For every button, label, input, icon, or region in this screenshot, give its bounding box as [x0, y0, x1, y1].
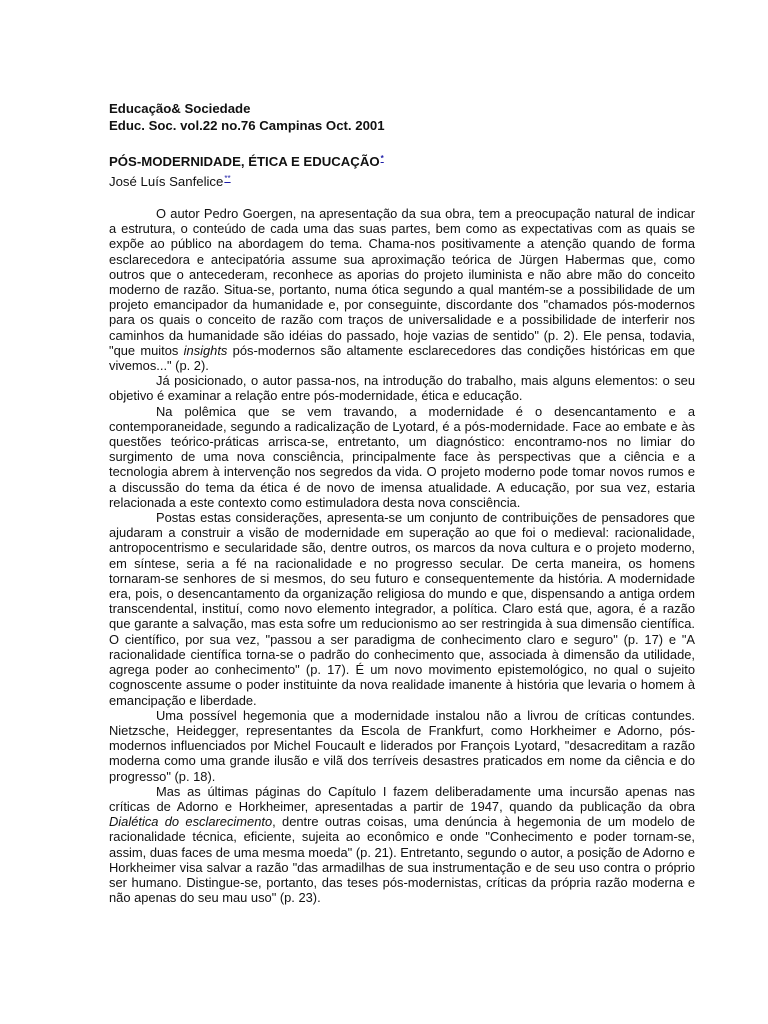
paragraph-3: Na polêmica que se vem travando, a modernidade é o desencantamento e a contemporaneidade, segundo a radicalização de Lyotard, é a pós-modernidade. Face ao embate e às questões teórico-práticas arrisca-se, entretanto, um diagnóstico: encontramo-nos no limiar do surgimento de uma nova consciência, principalmente face às perspectivas que a ciência e a tecnologia abrem à intervenção nos segredos da vida. O projeto moderno pode tomar novos rumos e a discussão do tema da ética é de novo de imensa atualidade. A educação, por sua vez, estaria relacionada a este contexto como estimuladora desta nova consciência. — [109, 403, 695, 510]
article-title-text: PÓS-MODERNIDADE, ÉTICA E EDUCAÇÃO — [109, 154, 380, 169]
paragraph-4: Postas estas considerações, apresenta-se um conjunto de contribuições de pensadores que ajudaram a construir a visão de modernidade em superação ao que foi o medieval: racionalidade, antropocentrismo e secularidade são, dentre outros, os marcos da nova cultura e o projeto moderno, em síntese, seria a fé na racionalidade e no progresso secular. De certa maneira, os homens tornaram-se senhores de si mesmos, do seu futuro e consequentemente da história. A modernidade era, pois, o desencantamento da organização religiosa do mundo e que, dispensando a antiga ordem transcendental, instituí, como novo elemento integrador, a política. Claro está que, agora, é a razão que garante a salvação, mas esta sofre um reducionismo ao ser restringida à sua dimensão científica. O científico, por sua vez, "passou a ser paradigma de conhecimento claro e seguro" (p. 17) e "A racionalidade científica torna-se o padrão do conhecimento que, associada à dimensão da utilidade, agrega poder ao conhecimento" (p. 17). É um novo movimento epistemológico, no qual o sujeito cognoscente assume o poder instituinte da nova realidade imanente à história que levaria o homem à emancipação e liberdade. — [109, 510, 695, 708]
title-footnote-link[interactable]: * — [380, 154, 384, 163]
paragraph-1-part-a: O autor Pedro Goergen, na apresentação da sua obra, tem a preocupação natural de indicar a estrutura, o conteúdo de cada uma das suas partes, bem como as expectativas com as quais se expõe ao público na abordagem do tema. Chama-nos positivamente a atenção quando de forma esclarecedora e antecipatória assume sua aproximação teórica de Jürgen Habermas que, como outros que o antecederam, reconhece as aporias do projeto iluminista e não abre mão do conceito moderno de razão. Situa-se, portanto, numa ótica segundo a qual mantém-se a possibilidade de um projeto emancipador da humanidade e, por conseguinte, discordante dos "chamados pós-modernos para os quais o conceito de razão com traços de universalidade e a possibilidade de interferir nos caminhos da humanidade são idéias do passado, hoje vazias de sentido" (p. 2). Ele pensa, todavia, "que muitos — [109, 206, 695, 358]
journal-issue: Educ. Soc. vol.22 no.76 Campinas Oct. 2001 — [109, 118, 385, 133]
paragraph-6 — [109, 784, 695, 906]
paragraph-5: Uma possível hegemonia que a modernidade instalou não a livrou de críticas contundes. Nietzsche, Heidegger, representantes da Escola de Frankfurt, como Horkheimer e Adorno, pós-modernos influenciados por Michel Foucault e liderados por François Lyotard, "desacreditam a razão moderna como uma grande ilusão e vilã dos terríveis desastres praticados em nome da ciência e do progresso" (p. 18). — [109, 707, 695, 784]
article-heading — [109, 150, 695, 190]
paragraph-6-part-a: Mas as últimas páginas do Capítulo I fazem deliberadamente uma incursão apenas nas críticas de Adorno e Horkheimer, apresentadas a partir de 1947, quando da publicação da obra — [109, 783, 695, 814]
article-body — [109, 206, 695, 905]
journal-name: Educação& Sociedade — [109, 101, 251, 116]
paragraph-1 — [109, 206, 695, 373]
author-name: José Luís Sanfelice — [109, 174, 224, 189]
paragraph-1-part-b: pós-modernos são altamente esclarecedores das condições históricas em que vivemos..." (p. 2). — [109, 342, 695, 374]
article-title — [109, 150, 695, 170]
paragraph-2: Já posicionado, o autor passa-nos, na introdução do trabalho, mais alguns elementos: o seu objetivo é examinar a relação entre pós-modernidade, ética e educação. — [109, 373, 695, 404]
article-page — [109, 100, 695, 905]
article-author — [109, 170, 695, 190]
author-footnote-link[interactable]: ** — [224, 174, 231, 183]
paragraph-1-italic: insights — [183, 342, 228, 358]
paragraph-6-italic: Dialética do esclarecimento — [109, 814, 273, 830]
journal-header — [109, 100, 695, 134]
paragraph-6-part-b: , dentre outras coisas, uma denúncia à hegemonia de um modelo de racionalidade técnica, eficiente, sujeita ao econômico e onde "Conhecimento e poder tornam-se, assim, duas faces de uma mesma moeda" (p. 21). Entretanto, segundo o autor, a posição de Adorno e Horkheimer visa salvar a razão "das armadilhas de sua instrumentação e de seu uso contra o próprio ser humano. Distingue-se, portanto, das teses pós-modernistas, críticas da própria razão moderna e não apenas do seu mau uso" (p. 23). — [109, 814, 695, 906]
